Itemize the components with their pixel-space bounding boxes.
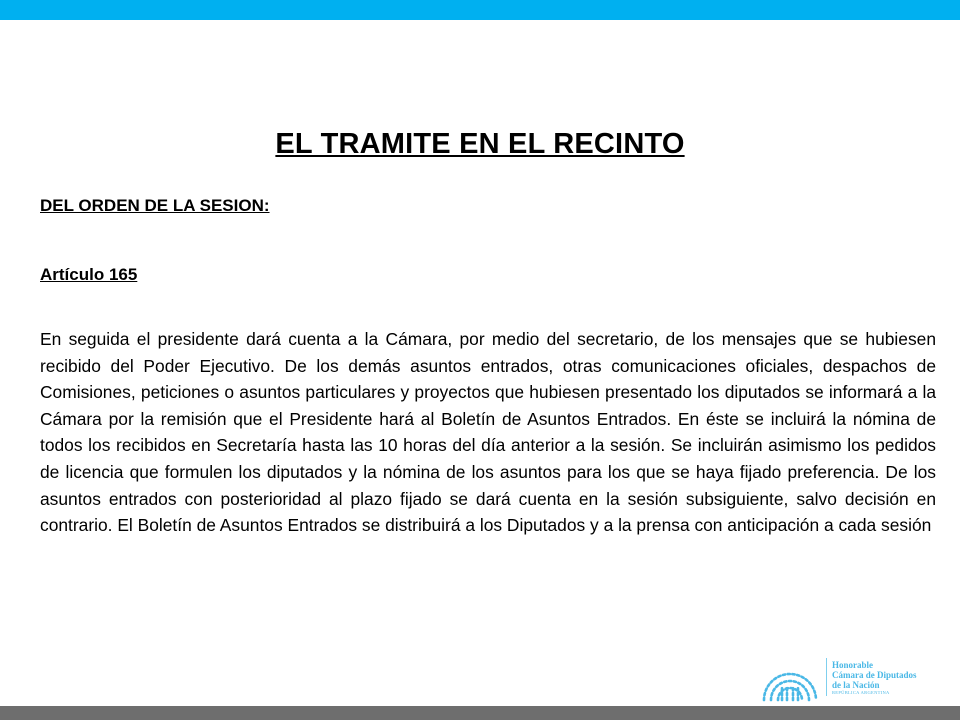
logo-line-1: Honorable xyxy=(832,660,874,670)
logo-line-3: de la Nación xyxy=(832,680,880,690)
article-body: En seguida el presidente dará cuenta a la Cámara, por medio del secretario, de los mensajes que se hubiesen recibido del Poder Ejecutivo. De los demás asuntos entrados, otras comunicaciones oficiales, despachos de Comisiones, peticiones o asuntos particulares y proyectos que hubiesen presentado los diputados se informará a la Cámara por la remisión que el Presidente hará al Boletín de Asuntos Entrados. En éste se incluirá la nómina de todos los recibidos en Secretaría hasta las 10 horas del día anterior a la sesión. Se incluirán asimismo los pedidos de licencia que formulen los diputados y la nómina de los asuntos para los que se haya fijado preferencia. De los asuntos entrados con posterioridad al plazo fijado se dará cuenta en la sesión subsiguiente, salvo decisión en contrario. El Boletín de Asuntos Entrados se distribuirá a los Diputados y a la prensa con anticipación a cada sesión xyxy=(40,329,936,536)
bottom-bar xyxy=(0,706,960,720)
chamber-logo xyxy=(758,650,938,704)
logo-line-2: Cámara de Diputados xyxy=(832,670,917,680)
logo-line-4: REPÚBLICA ARGENTINA xyxy=(832,690,890,695)
chamber-emblem-icon xyxy=(758,650,822,704)
top-accent-bar xyxy=(0,0,960,20)
logo-divider xyxy=(826,658,827,696)
article-heading: Artículo 165 xyxy=(40,265,138,284)
page-title: EL TRAMITE EN EL RECINTO xyxy=(275,128,685,160)
logo-text xyxy=(832,660,917,696)
section-heading: DEL ORDEN DE LA SESION: xyxy=(40,196,270,215)
